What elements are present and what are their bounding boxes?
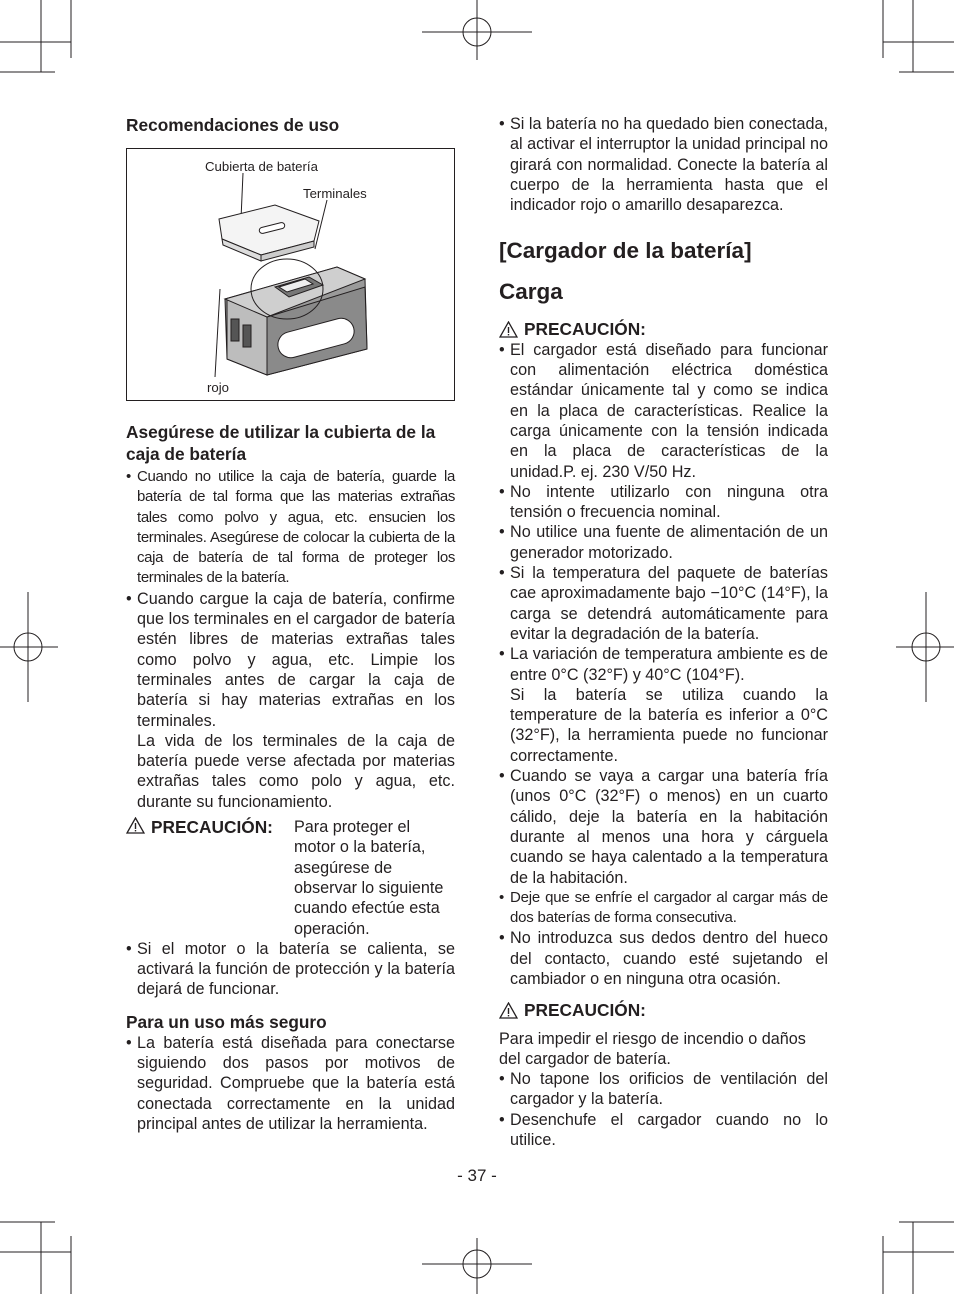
caution-intro: Para impedir el riesgo de incendio o daños del cargador de batería. bbox=[499, 1029, 806, 1068]
list-item: • No utilice una fuente de alimentación de un generador motorizado. bbox=[499, 522, 828, 563]
right-column bbox=[499, 114, 828, 1150]
list-item: • Si la temperatura del paquete de baterías cae aproximadamente bajo −10°C (14°F), la carga se detendrá automáticamente para evitar la degradación de la batería. bbox=[499, 563, 828, 644]
battery-illustration bbox=[127, 149, 454, 398]
heading-safer-use: Para un uso más seguro bbox=[126, 1011, 327, 1032]
bullet-list-charging-2 bbox=[499, 766, 828, 989]
bullet-list-connection bbox=[499, 114, 828, 215]
list-item: • Si la batería no ha quedado bien conectada, al activar el interruptor la unidad principal no girará con normalidad. Conecte la batería al cuerpo de la herramienta hasta que el indicador rojo o amarillo desaparezca. bbox=[499, 114, 828, 215]
caution-block-protect bbox=[126, 817, 455, 939]
list-item: • La batería está diseñada para conectarse siguiendo dos pasos por motivos de seguridad. Compruebe que la batería está conectada correctamente en la unidad principal antes de utilizar la herramienta. bbox=[126, 1033, 455, 1134]
list-item: • El cargador está diseñado para funcionar con alimentación eléctrica doméstica estándar únicamente tal y como se indica en la placa de características. Realice la carga únicamente con la tensión indicada en la placa de características de la unidad.P. ej. 230 V/50 Hz. bbox=[499, 340, 828, 482]
list-item: • No introduzca sus dedos dentro del hueco del contacto, cuando esté sujetando el cambiador o en ninguna otra ocasión. bbox=[499, 928, 828, 989]
list-item: • Cuando no utilice la caja de batería, guarde la batería de tal forma que las materias extrañas tales como polvo y agua, etc. ensucien los terminales. Asegúrese de colocar la cubierta de la caja de batería de tal forma de proteger los terminales de la batería. bbox=[126, 467, 455, 589]
list-item: • No tapone los orificios de ventilación del cargador y la batería. bbox=[499, 1069, 828, 1110]
caution-heading-2 bbox=[499, 1000, 828, 1020]
caution-label: PRECAUCIÓN: bbox=[524, 1000, 646, 1021]
warning-icon bbox=[499, 321, 518, 338]
battery-figure bbox=[126, 148, 455, 401]
list-item: • Cuando se vaya a cargar una batería fría (unos 0°C (32°F) o menos) en un cuarto cálido, deje la batería en la habitación durante al menos una hora y cárguela cuando se haya calentado a la temperatura de la habitación. bbox=[499, 766, 828, 888]
bullet-list-cover bbox=[126, 467, 455, 731]
list-item: • Si el motor o la batería se calienta, se activará la función de protección y la batería dejará de funcionar. bbox=[126, 939, 455, 1000]
bullet-list-charging bbox=[499, 340, 828, 685]
left-column bbox=[126, 114, 455, 1134]
bullet-continuation: La vida de los terminales de la caja de batería puede verse afectada por materias extrañas tales como polo y agua, etc. durante su funcionamiento. bbox=[137, 731, 455, 811]
label-terminals: Terminales bbox=[303, 186, 367, 201]
warning-icon bbox=[499, 1002, 518, 1019]
heading-usage-recommendations: Recomendaciones de uso bbox=[126, 115, 340, 135]
caution-text: Para proteger el motor o la batería, asegúrese de observar lo siguiente cuando efectúe esta operación. bbox=[294, 818, 444, 938]
heading-use-cover: Asegúrese de utilizar la cubierta de la caja de batería bbox=[126, 422, 436, 464]
list-item: • La variación de temperatura ambiente es de entre 0°C (32°F) y 40°C (104°F). bbox=[499, 644, 828, 685]
list-item: • Deje que se enfríe el cargador al cargar más de dos baterías de forma consecutiva. bbox=[499, 888, 828, 929]
bullet-continuation: Si la batería se utiliza cuando la temperature de la batería es inferior a 0°C (32°F), la herramienta puede no funcionar correctamente. bbox=[510, 685, 828, 765]
section-title-charger: [Cargador de la batería] bbox=[499, 238, 752, 264]
caution-label: PRECAUCIÓN: bbox=[151, 817, 273, 838]
bullet-list-safety bbox=[126, 1033, 455, 1134]
caution-heading-1 bbox=[499, 319, 828, 339]
label-red: rojo bbox=[207, 380, 229, 395]
bullet-list-charger-care bbox=[499, 1069, 828, 1150]
list-item: • Desenchufe el cargador cuando no lo utilice. bbox=[499, 1110, 828, 1151]
warning-icon bbox=[126, 817, 145, 834]
caution-heading bbox=[126, 817, 294, 939]
page-number: - 37 - bbox=[457, 1166, 497, 1185]
caution-label: PRECAUCIÓN: bbox=[524, 319, 646, 340]
label-battery-cover: Cubierta de batería bbox=[205, 159, 318, 174]
section-title-charging: Carga bbox=[499, 279, 563, 305]
list-item: • Cuando cargue la caja de batería, confirme que los terminales en el cargador de batería estén libres de materias extrañas tales como polvo y agua, etc. Limpie los terminales antes de cargar la caja de batería si hay materias extrañas en los terminales. bbox=[126, 589, 455, 731]
list-item: • No intente utilizarlo con ninguna otra tensión o frecuencia nominal. bbox=[499, 482, 828, 523]
bullet-list-protect bbox=[126, 939, 455, 1000]
